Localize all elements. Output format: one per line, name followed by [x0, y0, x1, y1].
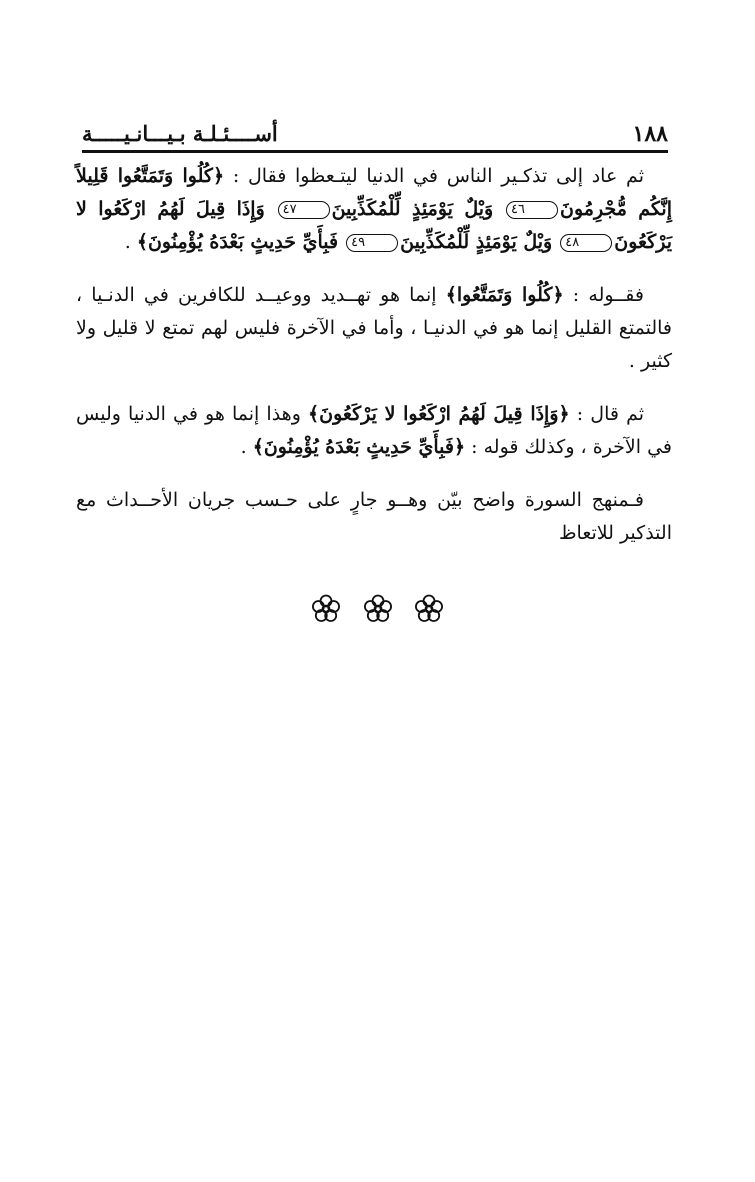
paragraph-1: [76, 160, 672, 259]
paragraph-3-text-2: وهذا إنما هو في الدنيا وليس في الآخرة ، وكذلك قوله :: [76, 403, 672, 458]
section-end-ornaments: [0, 594, 755, 628]
quran-quote: وَإِذَا قِيلَ لَهُمُ ارْكَعُوا لا يَرْكَعُونَ: [76, 198, 672, 253]
paragraph-4: [76, 484, 672, 550]
page-header: [82, 120, 668, 150]
verse-number-48: ٤٨: [560, 234, 612, 252]
paragraph-1-end: .: [124, 231, 137, 253]
header-rule: [82, 150, 668, 153]
paragraph-3-end: .: [240, 436, 253, 458]
quran-quote: ﴿كُلُوا وَتَمَتَّعُوا قَلِيلاً إِنَّكُم مُّجْرِمُونَ: [76, 165, 672, 220]
quran-quote: ﴿وَإِذَا قِيلَ لَهُمُ ارْكَعُوا لا يَرْكَعُونَ﴾: [308, 403, 570, 425]
paragraph-2-text-2: إنما هو تهــديد ووعيــد للكافرين في الدنـيا ، فالتمتع القليل إنما هو في الدنيـا ، وأما في الآخرة فليس لهم تمتع لا قليل ولا كثير .: [76, 284, 672, 372]
paragraph-2-text-1: فقــوله :: [572, 284, 644, 306]
running-title: أســــئـلـة بـيـــانـيـــــة: [82, 121, 278, 146]
paragraph-1-text-1: ثم عاد إلى تذكـير الناس في الدنيا ليتـعظوا فقال :: [232, 165, 644, 187]
quran-quote: ﴿كُلُوا وَتَمَتَّعُوا﴾: [445, 284, 564, 306]
quran-quote: وَيْلٌ يَوْمَئِذٍ لِّلْمُكَذِّبِينَ: [331, 198, 494, 220]
page-body: [76, 160, 672, 570]
quran-quote: ﴿فَبِأَيِّ حَدِيثٍ بَعْدَهُ يُؤْمِنُونَ﴾: [252, 436, 466, 458]
paragraph-3: [76, 398, 672, 464]
page-number: ١٨٨: [632, 121, 668, 147]
verse-number-49: ٤٩: [346, 234, 398, 252]
flower-ornament-icon: [414, 594, 444, 624]
verse-number-47: ٤٧: [278, 201, 330, 219]
verse-number-46: ٤٦: [506, 201, 558, 219]
quran-quote: وَيْلٌ يَوْمَئِذٍ لِّلْمُكَذِّبِينَ: [400, 231, 553, 253]
paragraph-2: [76, 279, 672, 378]
flower-ornament-icon: [363, 594, 393, 624]
quran-quote: فَبِأَيِّ حَدِيثٍ بَعْدَهُ يُؤْمِنُونَ﴾: [136, 231, 339, 253]
flower-ornament-icon: [311, 594, 341, 624]
paragraph-3-text-1: ثم قال :: [576, 403, 645, 425]
paragraph-4-text-1: فـمنهج السورة واضح بيّن وهــو جارٍ على حـسب جريان الأحــداث مع التذكير للاتعاظ: [76, 489, 672, 544]
